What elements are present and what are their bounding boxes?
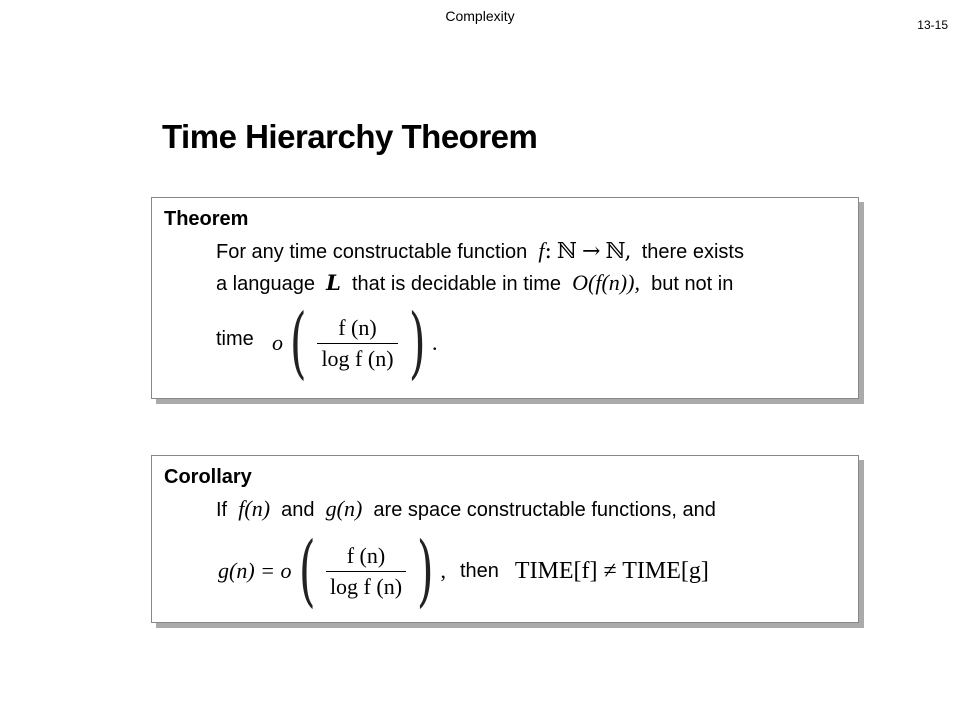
corollary-box <box>151 455 859 623</box>
theorem-line2-end: but not in <box>651 273 734 295</box>
corollary-fraction <box>326 543 406 600</box>
theorem-line1-f: f <box>538 238 545 263</box>
bound-fraction <box>317 315 397 372</box>
page-number: 13-15 <box>917 18 948 32</box>
corollary-lhs: g(n) = o <box>218 558 292 583</box>
corollary-if: If <box>216 499 228 521</box>
left-paren: ( <box>289 298 307 388</box>
corollary-comma: , <box>440 558 446 583</box>
corollary-line1-end: are space constructable functions, and <box>373 499 716 521</box>
theorem-line2-mid: that is decidable in time <box>352 273 562 295</box>
left-paren: ( <box>298 526 316 616</box>
corollary-and: and <box>281 499 315 521</box>
language-L-symbol: L <box>326 270 341 295</box>
corollary-f-of-n: f(n) <box>238 496 271 521</box>
theorem-line-2 <box>216 270 733 296</box>
right-paren: ) <box>416 526 434 616</box>
corollary-then: then <box>459 559 499 582</box>
theorem-period: . <box>431 330 438 355</box>
little-o-symbol: o <box>272 330 283 355</box>
theorem-line1-end: there exists <box>641 241 744 263</box>
bound-numerator: f (n) <box>338 314 377 340</box>
theorem-heading: Theorem <box>164 208 249 230</box>
right-paren: ) <box>408 298 426 388</box>
theorem-line3-start: time <box>216 328 254 350</box>
big-o-symbol: O <box>572 270 589 295</box>
theorem-line1-map: : ℕ → ℕ, <box>544 239 631 264</box>
corollary-line-1 <box>216 496 716 522</box>
corollary-g-of-n: g(n) <box>325 496 363 521</box>
page-title: Time Hierarchy Theorem <box>162 118 538 155</box>
theorem-line1-text: For any time constructable function <box>216 241 528 263</box>
corollary-denominator: log f (n) <box>329 573 403 599</box>
corollary-numerator: f (n) <box>346 542 386 568</box>
theorem-box <box>151 197 859 399</box>
big-o-argument: (f(n)), <box>588 270 640 295</box>
theorem-line2-start: a language <box>216 273 315 295</box>
corollary-heading: Corollary <box>164 466 252 488</box>
corollary-formula <box>218 526 709 616</box>
corollary-result: TIME[f] ≠ TIME[g] <box>514 557 709 584</box>
course-header: Complexity <box>445 8 515 24</box>
theorem-bound-formula <box>272 298 438 388</box>
bound-denominator: log f (n) <box>321 345 394 371</box>
theorem-line-1 <box>216 238 744 264</box>
